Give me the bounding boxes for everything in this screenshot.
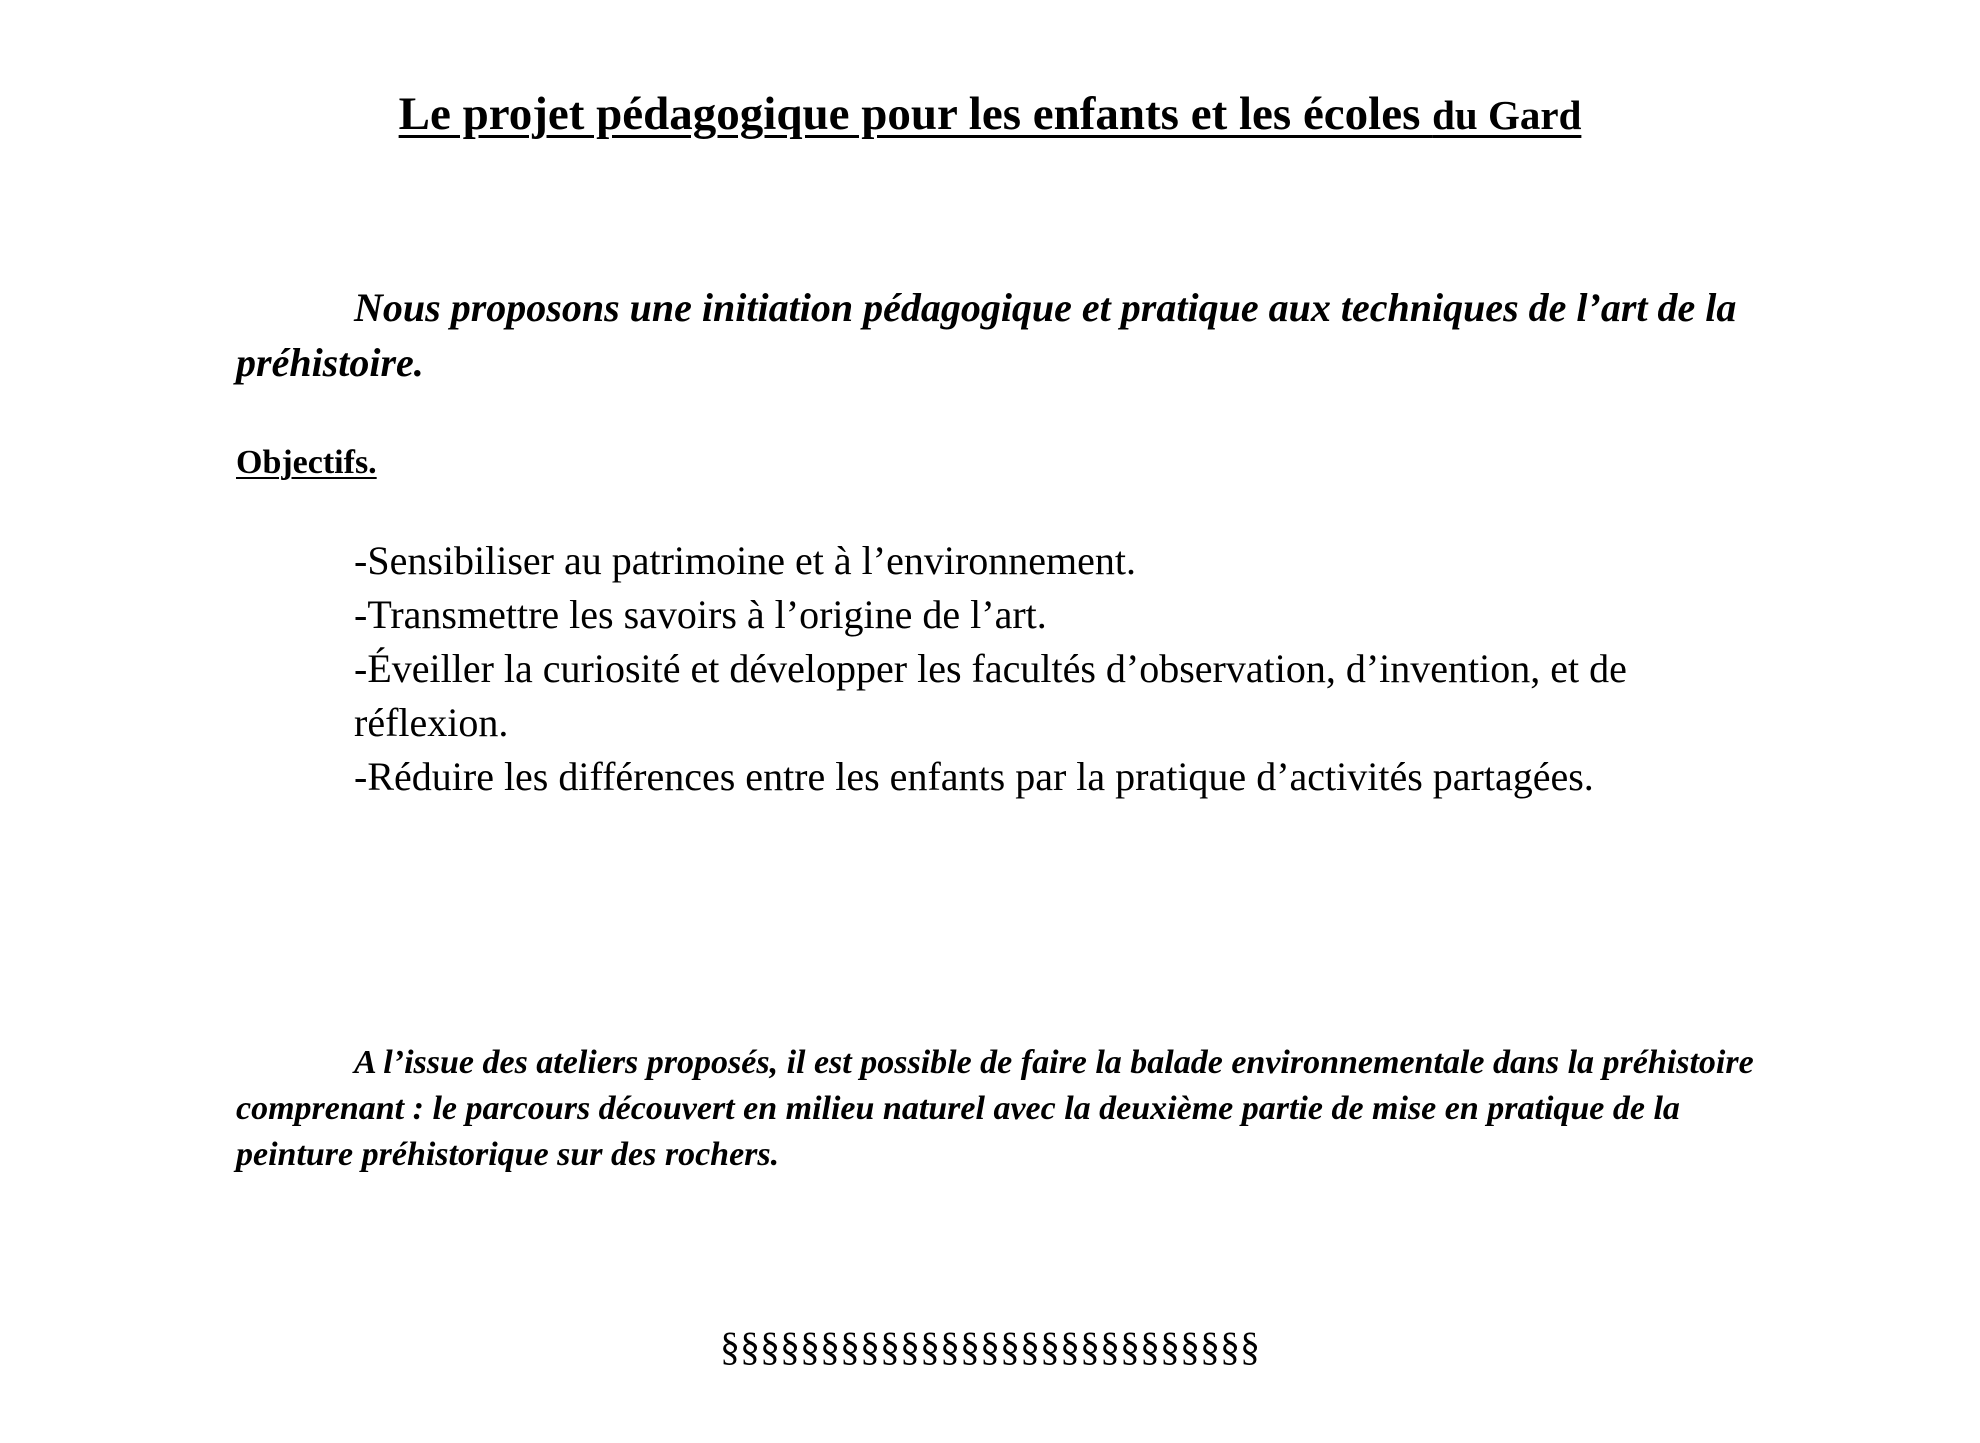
title-underlined [399,88,1582,140]
objective-item: -Transmettre les savoirs à l’origine de l’art. [354,592,1047,637]
objective-item: -Éveiller la curiosité et développer les facultés d’observation, d’invention, et de réflexion. [354,646,1627,745]
objectives-list [354,534,1774,804]
section-symbol-divider: §§§§§§§§§§§§§§§§§§§§§§§§§§§ [720,1324,1260,1369]
title-main-text: Le projet pédagogique pour les enfants et les écoles [398,88,1433,140]
title-suffix-text: du Gard [1432,92,1582,138]
objective-item: -Réduire les différences entre les enfants par la pratique d’activités partagées. [354,754,1594,799]
intro-paragraph: Nous proposons une initiation pédagogique et pratique aux techniques de l’art de la préhistoire. [236,285,1737,385]
objective-item: -Sensibiliser au patrimoine et à l’environnement. [354,538,1136,583]
objectives-heading: Objectifs. [236,444,377,481]
closing-paragraph: A l’issue des ateliers proposés, il est possible de faire la balade environnementale dans la préhistoire comprenant : le parcours découvert en milieu naturel avec la deuxième partie de mise en pratique de la peinture préhistorique sur des rochers. [236,1044,1754,1173]
document-title [0,84,1980,145]
